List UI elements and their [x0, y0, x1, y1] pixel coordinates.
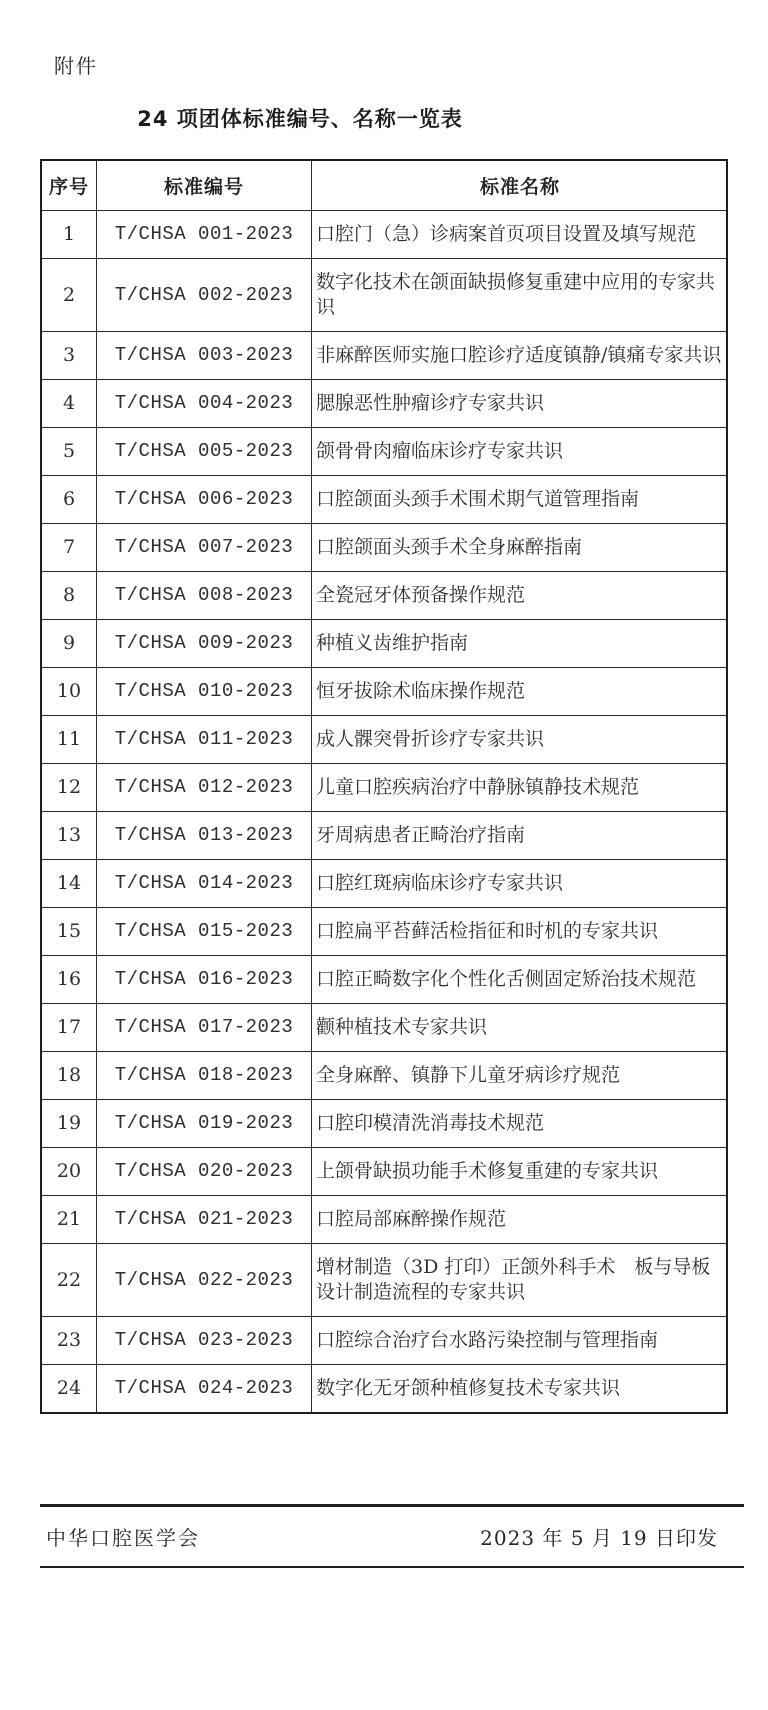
standard-code: T/CHSA 011-2023	[97, 716, 312, 764]
row-index: 19	[41, 1100, 97, 1148]
row-index: 2	[41, 259, 97, 332]
attachment-label: 附件	[54, 54, 98, 78]
row-index: 14	[41, 860, 97, 908]
standard-name: 全瓷冠牙体预备操作规范	[312, 572, 728, 620]
page-title: 24 项团体标准编号、名称一览表	[137, 107, 463, 131]
standard-code: T/CHSA 022-2023	[97, 1244, 312, 1317]
standard-name: 口腔门（急）诊病案首页项目设置及填写规范	[312, 211, 728, 259]
standard-code: T/CHSA 008-2023	[97, 572, 312, 620]
standard-code: T/CHSA 010-2023	[97, 668, 312, 716]
table-header-row	[41, 160, 727, 211]
table-row	[41, 1317, 727, 1365]
table-row	[41, 476, 727, 524]
standard-code: T/CHSA 014-2023	[97, 860, 312, 908]
table-row	[41, 1196, 727, 1244]
standard-code: T/CHSA 004-2023	[97, 380, 312, 428]
table-row	[41, 860, 727, 908]
standard-code: T/CHSA 012-2023	[97, 764, 312, 812]
row-index: 4	[41, 380, 97, 428]
row-index: 23	[41, 1317, 97, 1365]
standard-name: 数字化技术在颌面缺损修复重建中应用的专家共识	[312, 259, 728, 332]
standard-code: T/CHSA 002-2023	[97, 259, 312, 332]
standard-code: T/CHSA 016-2023	[97, 956, 312, 1004]
standards-table	[40, 159, 728, 1414]
standard-code: T/CHSA 009-2023	[97, 620, 312, 668]
standard-code: T/CHSA 007-2023	[97, 524, 312, 572]
standard-code: T/CHSA 001-2023	[97, 211, 312, 259]
standard-name: 口腔红斑病临床诊疗专家共识	[312, 860, 728, 908]
row-index: 6	[41, 476, 97, 524]
standard-name: 口腔颌面头颈手术全身麻醉指南	[312, 524, 728, 572]
row-index: 11	[41, 716, 97, 764]
table-row	[41, 1148, 727, 1196]
standard-name: 口腔局部麻醉操作规范	[312, 1196, 728, 1244]
standard-name: 上颌骨缺损功能手术修复重建的专家共识	[312, 1148, 728, 1196]
table-body	[41, 211, 727, 1414]
row-index: 20	[41, 1148, 97, 1196]
row-index: 8	[41, 572, 97, 620]
table-row	[41, 572, 727, 620]
standard-name: 儿童口腔疾病治疗中静脉镇静技术规范	[312, 764, 728, 812]
row-index: 15	[41, 908, 97, 956]
row-index: 7	[41, 524, 97, 572]
standard-code: T/CHSA 003-2023	[97, 332, 312, 380]
standard-name: 种植义齿维护指南	[312, 620, 728, 668]
standard-code: T/CHSA 013-2023	[97, 812, 312, 860]
table-row	[41, 259, 727, 332]
table-row	[41, 211, 727, 259]
row-index: 21	[41, 1196, 97, 1244]
standard-code: T/CHSA 006-2023	[97, 476, 312, 524]
standard-code: T/CHSA 017-2023	[97, 1004, 312, 1052]
standard-code: T/CHSA 021-2023	[97, 1196, 312, 1244]
standard-name: 恒牙拔除术临床操作规范	[312, 668, 728, 716]
table-row	[41, 1100, 727, 1148]
standard-name: 口腔正畸数字化个性化舌侧固定矫治技术规范	[312, 956, 728, 1004]
row-index: 24	[41, 1365, 97, 1414]
standard-code: T/CHSA 024-2023	[97, 1365, 312, 1414]
standard-name: 全身麻醉、镇静下儿童牙病诊疗规范	[312, 1052, 728, 1100]
row-index: 13	[41, 812, 97, 860]
standard-name: 牙周病患者正畸治疗指南	[312, 812, 728, 860]
issuer-name: 中华口腔医学会	[46, 1526, 200, 1550]
table-row	[41, 716, 727, 764]
standard-name: 非麻醉医师实施口腔诊疗适度镇静/镇痛专家共识	[312, 332, 728, 380]
table-row	[41, 332, 727, 380]
standard-code: T/CHSA 015-2023	[97, 908, 312, 956]
table-row	[41, 812, 727, 860]
row-index: 22	[41, 1244, 97, 1317]
col-header-index: 序号	[41, 160, 97, 211]
row-index: 18	[41, 1052, 97, 1100]
standard-name: 口腔扁平苔藓活检指征和时机的专家共识	[312, 908, 728, 956]
standard-name: 成人髁突骨折诊疗专家共识	[312, 716, 728, 764]
standard-code: T/CHSA 020-2023	[97, 1148, 312, 1196]
standard-code: T/CHSA 005-2023	[97, 428, 312, 476]
table-row	[41, 1365, 727, 1414]
table-row	[41, 620, 727, 668]
table-row	[41, 524, 727, 572]
col-header-code: 标准编号	[97, 160, 312, 211]
table-row	[41, 956, 727, 1004]
table-row	[41, 1244, 727, 1317]
colophon	[40, 1504, 744, 1568]
standard-name: 增材制造（3D 打印）正颌外科手术 板与导板设计制造流程的专家共识	[312, 1244, 728, 1317]
standard-name: 口腔颌面头颈手术围术期气道管理指南	[312, 476, 728, 524]
print-date: 2023 年 5 月 19 日印发	[480, 1526, 718, 1550]
standard-name: 颧种植技术专家共识	[312, 1004, 728, 1052]
row-index: 12	[41, 764, 97, 812]
standard-name: 口腔综合治疗台水路污染控制与管理指南	[312, 1317, 728, 1365]
row-index: 1	[41, 211, 97, 259]
standard-code: T/CHSA 023-2023	[97, 1317, 312, 1365]
row-index: 3	[41, 332, 97, 380]
table-row	[41, 1004, 727, 1052]
standard-name: 颌骨骨肉瘤临床诊疗专家共识	[312, 428, 728, 476]
standard-code: T/CHSA 019-2023	[97, 1100, 312, 1148]
table-row	[41, 428, 727, 476]
standard-name: 数字化无牙颌种植修复技术专家共识	[312, 1365, 728, 1414]
table-row	[41, 668, 727, 716]
row-index: 10	[41, 668, 97, 716]
table-row	[41, 908, 727, 956]
table-row	[41, 764, 727, 812]
row-index: 5	[41, 428, 97, 476]
standard-name: 口腔印模清洗消毒技术规范	[312, 1100, 728, 1148]
row-index: 16	[41, 956, 97, 1004]
table-row	[41, 1052, 727, 1100]
row-index: 9	[41, 620, 97, 668]
standard-name: 腮腺恶性肿瘤诊疗专家共识	[312, 380, 728, 428]
standard-code: T/CHSA 018-2023	[97, 1052, 312, 1100]
col-header-name: 标准名称	[312, 160, 728, 211]
table-row	[41, 380, 727, 428]
row-index: 17	[41, 1004, 97, 1052]
